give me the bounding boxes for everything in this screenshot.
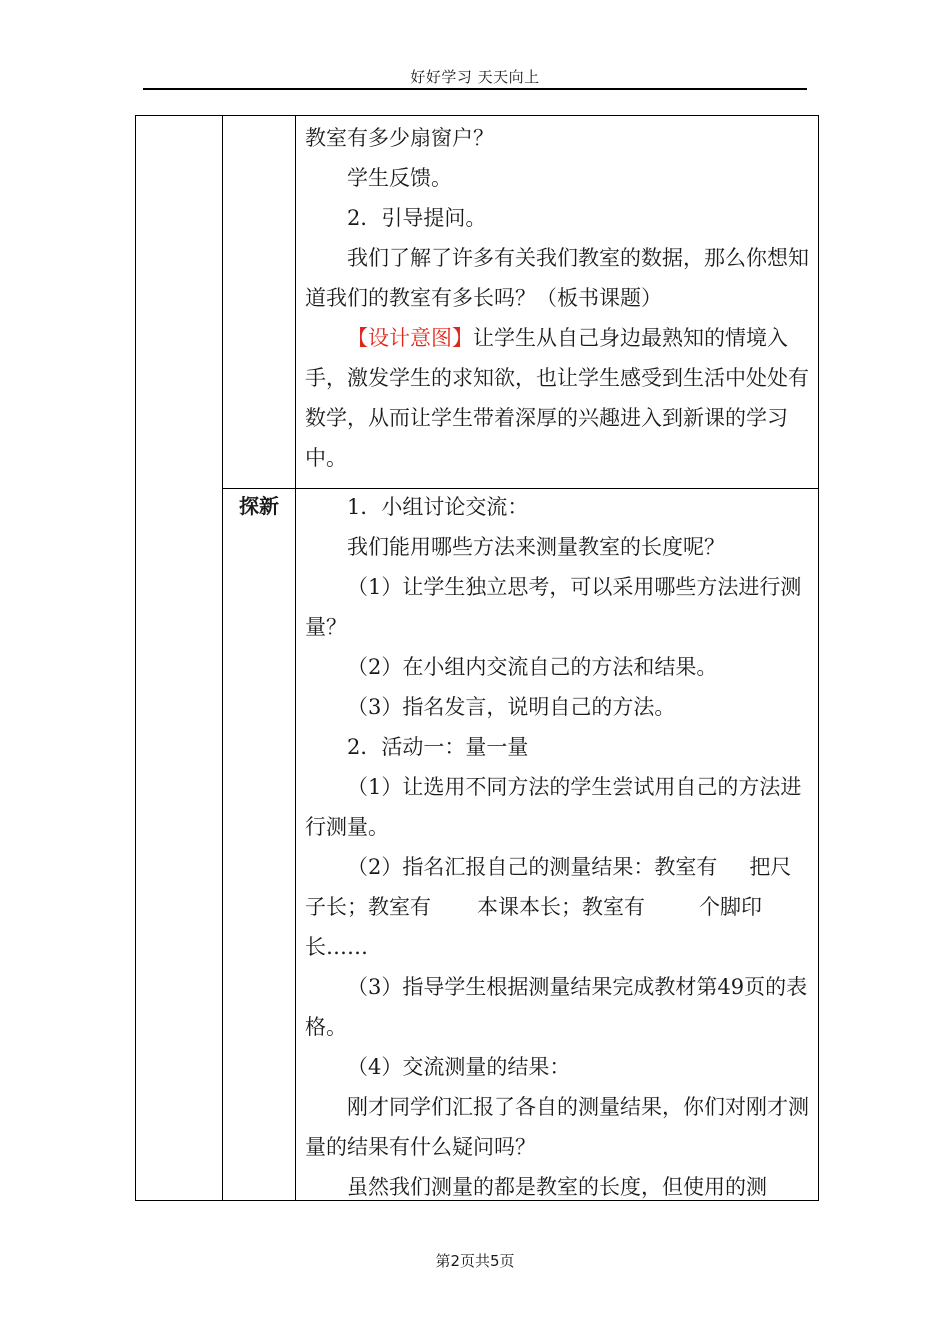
text-line: （3）指名发言，说明自己的方法。 (347, 695, 676, 719)
table-top-border (135, 115, 819, 116)
text-line: （2）在小组内交流自己的方法和结果。 (347, 655, 718, 679)
explore-cell-content (305, 487, 810, 1207)
text-paragraph: 我们了解了许多有关我们教室的数据，那么你想知道我们的教室有多长吗？（板书课题） (305, 246, 809, 310)
text-line: 虽然我们测量的都是教室的长度，但使用的测 (347, 1175, 767, 1199)
report-text: 个脚印长…… (305, 895, 762, 959)
table-col-divider-2 (295, 115, 296, 1200)
page-number: 第2页共5页 (435, 1252, 515, 1270)
design-intent-text: 让学生从自己身边最熟知的情境入手，激发学生的求知欲，也让学生感受到生活中处处有数学，从而让学生带着深厚的兴趣进入到新课的学习中。 (305, 326, 809, 470)
text-line: 1．小组讨论交流： (347, 495, 529, 519)
table-right-border (818, 115, 819, 1200)
text-line: 2．引导提问。 (347, 206, 487, 230)
text-line: 教室有多少扇窗户？ (305, 126, 494, 150)
text-line: 2．活动一：量一量 (347, 735, 529, 759)
measurement-report-paragraph (305, 847, 810, 967)
report-text: （2）指名汇报自己的测量结果：教室有 (347, 855, 718, 879)
top-cell-content (305, 118, 810, 478)
text-line: （4）交流测量的结果： (347, 1055, 571, 1079)
text-paragraph: 刚才同学们汇报了各自的测量结果，你们对刚才测量的结果有什么疑问吗？ (305, 1095, 809, 1159)
design-intent-tag: 【设计意图】 (347, 326, 473, 350)
design-intent-paragraph (305, 318, 810, 478)
text-line: 学生反馈。 (347, 166, 452, 190)
report-text: 本课本长；教室有 (477, 895, 645, 919)
text-paragraph: （3）指导学生根据测量结果完成教材第49页的表格。 (305, 975, 808, 1039)
header-rule (143, 88, 807, 90)
text-paragraph: （1）让学生独立思考，可以采用哪些方法进行测量？ (305, 575, 802, 639)
section-label: 探新 (239, 494, 279, 518)
page-header: 好好学习 天天向上 (410, 68, 540, 86)
text-paragraph: （1）让选用不同方法的学生尝试用自己的方法进行测量。 (305, 775, 802, 839)
table-left-border (135, 115, 136, 1200)
text-line: 我们能用哪些方法来测量教室的长度呢？ (347, 535, 725, 559)
table-col-divider-1 (222, 115, 223, 1200)
report-text: 把尺子长；教室有 (305, 855, 792, 919)
